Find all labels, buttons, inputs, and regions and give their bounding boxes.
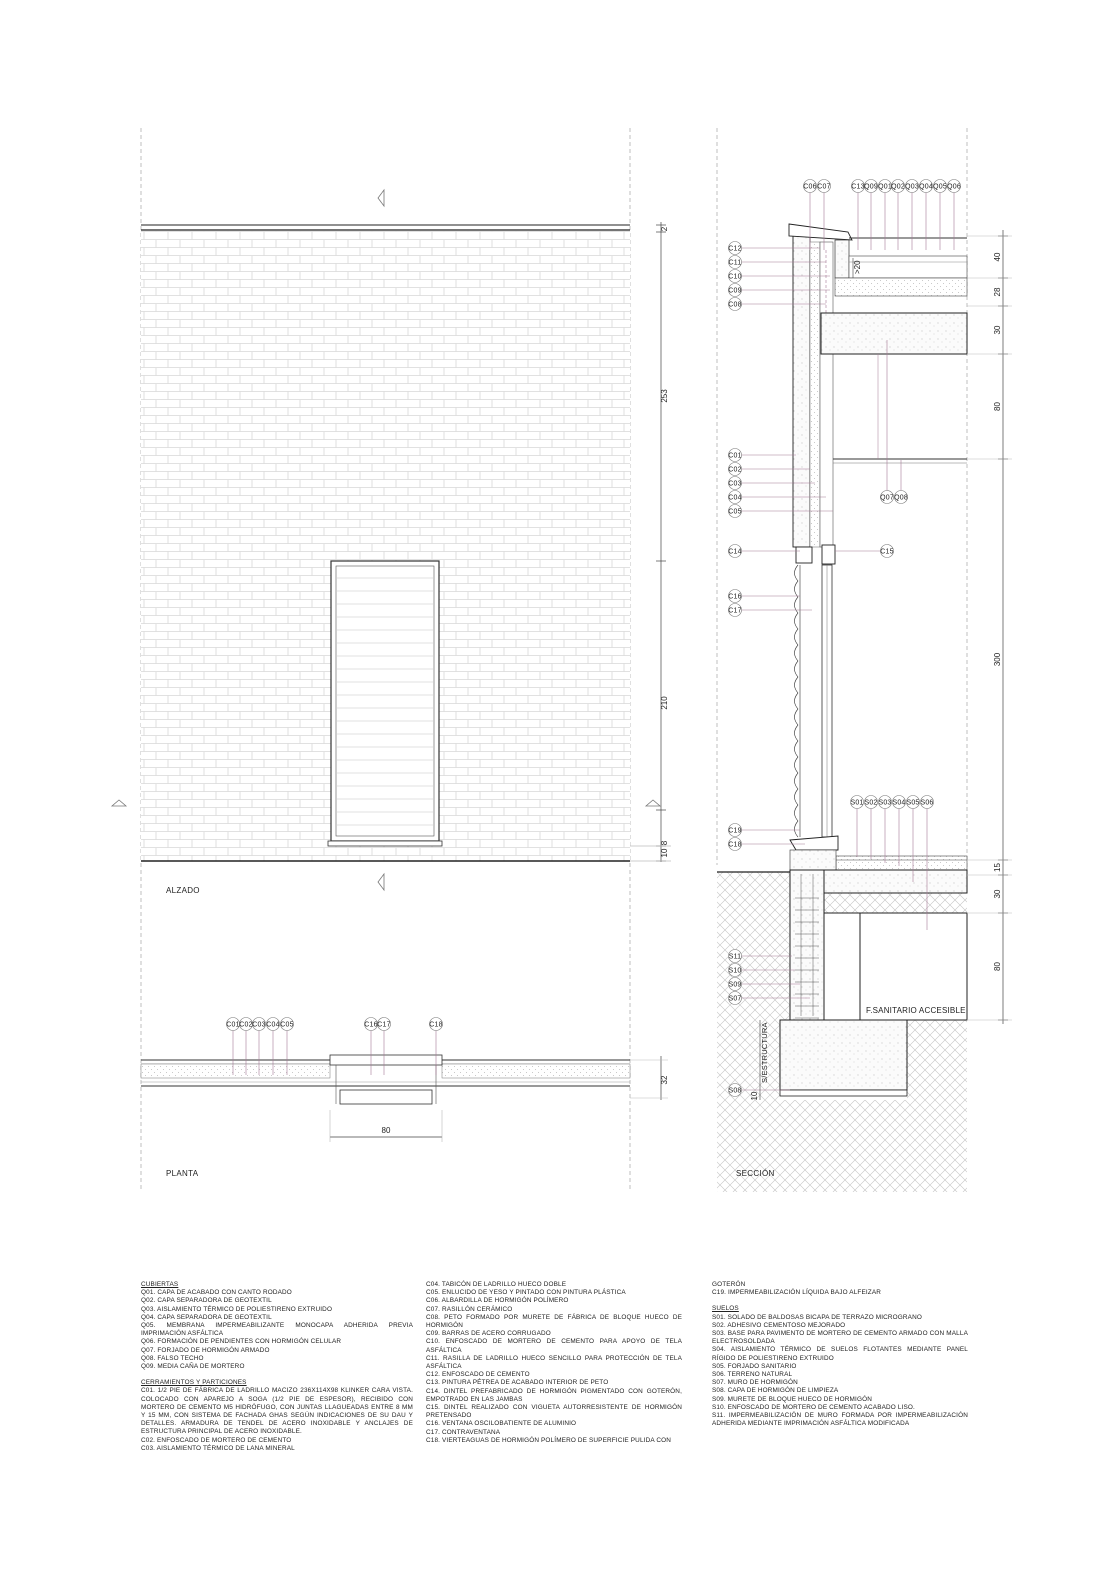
section-tag-q05 xyxy=(933,180,947,193)
section-tag-c02 xyxy=(728,463,741,476)
section-dim-15: 15 xyxy=(993,863,1002,872)
plan-tag-c02 xyxy=(239,1018,252,1031)
svg-text:C07: C07 xyxy=(817,183,831,191)
svg-text:S04: S04 xyxy=(892,799,906,807)
svg-text:C04: C04 xyxy=(266,1021,280,1029)
svg-text:S08: S08 xyxy=(728,1087,742,1095)
svg-text:S03: S03 xyxy=(878,799,892,807)
plan-tag-c04 xyxy=(266,1018,279,1031)
block-wall xyxy=(790,870,824,1020)
section-tag-c19 xyxy=(728,824,741,837)
legend-cerramientos-item: C02. ENFOSCADO DE MORTERO DE CEMENTO xyxy=(141,1436,292,1444)
legend-suelos-item: S03. BASE PARA PAVIMENTO DE MORTERO DE CEMENTO ARMADO CON MALLA ELECTROSOLDADA xyxy=(712,1330,968,1346)
svg-text:S06: S06 xyxy=(920,799,934,807)
elev-dim-10: 10 xyxy=(660,848,669,858)
legend-suelos-item: S09. MURETE DE BLOQUE HUECO DE HORMIGÓN xyxy=(712,1395,872,1403)
elev-dim-2: 2 xyxy=(660,226,669,232)
plan-dim-thickness: 32 xyxy=(660,1075,669,1085)
legend-cerramientos-item: C10. ENFOSCADO DE MORTERO DE CEMENTO PARA APOYO DE TELA ASFÁLTICA xyxy=(426,1338,682,1354)
legend-cerramientos-item: C04. TABICÓN DE LADRILLO HUECO DOBLE xyxy=(426,1281,567,1288)
legend-cubiertas-item: Q05. MEMBRANA IMPERMEABILIZANTE MONOCAPA ADHERIDA PREVIA IMPRIMACIÓN ASFÁLTICA xyxy=(141,1322,413,1338)
section-tag-c14 xyxy=(728,545,741,558)
legend-cerramientos-item: C01. 1/2 PIE DE FÁBRICA DE LADRILLO MACIZO 236X114X98 KLINKER CARA VISTA. COLOCADO CON APAREJO A SOGA (1/2 PIE DE ESPESOR), RECIBIDO CON MORTERO DE CEMENTO M5 HIDRÓFUGO, CON JUNTAS LLAGUEADAS ENTRE 8 MM Y 15 MM, CON SISTEMA DE FACHADA GHAS SEGÚN INDICACIONES DE SU DAU Y DETALLES. ARMADURA DE TENDEL DE ACERO INOXIDABLE Y ANCLAJES DE ESTRUCTURA PRINCIPAL DE ACERO INOXIDABLE. xyxy=(141,1387,413,1436)
legend-cubiertas-item: Q09. MEDIA CAÑA DE MORTERO xyxy=(141,1363,245,1371)
section-dim-30: 30 xyxy=(993,325,1002,335)
section-tag-q09 xyxy=(864,180,878,193)
svg-text:C08: C08 xyxy=(728,301,742,309)
section-tag-q07 xyxy=(880,491,894,504)
svg-text:S09: S09 xyxy=(728,981,742,989)
svg-text:C01: C01 xyxy=(226,1021,240,1029)
section-tag-s03 xyxy=(878,796,891,809)
section-tag-s02 xyxy=(864,796,877,809)
legend-cerramientos-item: C19. IMPERMEABILIZACIÓN LÍQUIDA BAJO ALFEIZAR xyxy=(712,1289,882,1297)
svg-text:C02: C02 xyxy=(728,466,742,474)
svg-text:C02: C02 xyxy=(239,1021,253,1029)
section-dim-80: 80 xyxy=(993,962,1002,971)
plan-tag-c16 xyxy=(364,1018,377,1031)
legend-suelos-item: S01. SOLADO DE BALDOSAS BICAPA DE TERRAZO MICROGRANO xyxy=(712,1313,922,1321)
legend-cerramientos-item: C12. ENFOSCADO DE CEMENTO xyxy=(426,1371,530,1379)
svg-text:C16: C16 xyxy=(728,593,742,601)
section-tag-c10 xyxy=(728,270,741,283)
section-tag-c08 xyxy=(728,298,741,311)
dim-gt20: >20 xyxy=(853,260,862,274)
plan-tag-c03 xyxy=(252,1018,265,1031)
legend-cerramientos-item: GOTERÓN xyxy=(712,1281,746,1288)
svg-text:Q03: Q03 xyxy=(905,183,919,191)
plan-tag-c05 xyxy=(280,1018,293,1031)
svg-text:S05: S05 xyxy=(906,799,920,807)
elev-dim-253: 253 xyxy=(660,389,669,403)
foundation-footing xyxy=(780,1020,907,1090)
svg-text:S01: S01 xyxy=(850,799,864,807)
legend-suelos-item: S02. ADHESIVO CEMENTOSO MEJORADO xyxy=(712,1321,846,1329)
legend-suelos-item: S10. ENFOSCADO DE MORTERO DE CEMENTO ACABADO LISO. xyxy=(712,1403,915,1411)
elevation-view xyxy=(112,128,671,1192)
legend-suelos-item: S07. MURO DE HORMIGÓN xyxy=(712,1379,798,1387)
section-tag-s04 xyxy=(892,796,905,809)
section-tag-c09 xyxy=(728,284,741,297)
legend-cerramientos-item: C03. AISLAMIENTO TÉRMICO DE LANA MINERAL xyxy=(141,1444,295,1452)
section-tag-s11 xyxy=(729,950,742,963)
section-tag-c03 xyxy=(728,477,741,490)
legend-cerramientos-item: C06. ALBARDILLA DE HORMIGÓN POLÍMERO xyxy=(426,1297,569,1305)
elev-dim-8: 8 xyxy=(660,840,669,846)
svg-text:C18: C18 xyxy=(728,841,742,849)
section-dim-28: 28 xyxy=(993,287,1002,297)
section-tag-c04 xyxy=(728,491,741,504)
legend-suelos-item: S11. IMPERMEABILIZACIÓN DE MURO FORMADA POR IMPERMEABILIZACIÓN ADHERIDA MEDIANTE IMPRIMACIÓN ASFÁLTICA MODIFICADA xyxy=(712,1412,968,1428)
brick-wall-section xyxy=(793,232,810,547)
legend-title-suelos: SUELOS xyxy=(712,1305,739,1313)
legend-suelos-item: S06. TERRENO NATURAL xyxy=(712,1371,793,1379)
svg-text:C13: C13 xyxy=(851,183,865,191)
section-tag-s06 xyxy=(920,796,933,809)
svg-text:Q04: Q04 xyxy=(919,183,933,191)
section-dim-40: 40 xyxy=(993,252,1002,262)
legend-suelos-item: S08. CAPA DE HORMIGÓN DE LIMPIEZA xyxy=(712,1387,839,1395)
section-tag-c11 xyxy=(729,256,742,269)
svg-text:Q05: Q05 xyxy=(933,183,947,191)
section-tag-c18 xyxy=(728,838,741,851)
svg-text:C03: C03 xyxy=(252,1021,266,1029)
svg-text:Q07: Q07 xyxy=(880,494,894,502)
section-tag-q04 xyxy=(919,180,933,193)
legend-cerramientos-item: C17. CONTRAVENTANA xyxy=(426,1428,501,1436)
note-forjado-sanitario: F.SANITARIO ACCESIBLE xyxy=(866,1006,966,1015)
plan-tag-c01 xyxy=(226,1018,239,1031)
legend-suelos-item: S05. FORJADO SANITARIO xyxy=(712,1362,797,1370)
legend-cubiertas-item: Q01. CAPA DE ACABADO CON CANTO RODADO xyxy=(141,1289,292,1297)
section-tag-c12 xyxy=(728,242,741,255)
svg-text:C11: C11 xyxy=(728,259,742,267)
elev-dim-210: 210 xyxy=(660,696,669,710)
svg-text:C03: C03 xyxy=(728,480,742,488)
section-tag-q06 xyxy=(947,180,961,193)
svg-text:C15: C15 xyxy=(880,548,894,556)
svg-text:Q01: Q01 xyxy=(878,183,892,191)
legend-column-3 xyxy=(712,1281,968,1428)
elevation-dimension-line xyxy=(630,222,671,862)
plan-view xyxy=(141,1018,669,1179)
section-dim-300: 300 xyxy=(993,652,1002,667)
section-tag-c13 xyxy=(851,180,864,193)
dim-10: 10 xyxy=(750,1091,759,1101)
svg-text:C12: C12 xyxy=(728,245,742,253)
legend-cubiertas-item: Q04. CAPA SEPARADORA DE GEOTEXTIL xyxy=(141,1313,272,1321)
view-title-planta: PLANTA xyxy=(166,1169,199,1178)
svg-text:Q09: Q09 xyxy=(864,183,878,191)
section-view xyxy=(717,128,1012,1192)
section-tag-s01 xyxy=(850,796,863,809)
svg-text:Q06: Q06 xyxy=(947,183,961,191)
plan-dim-opening: 80 xyxy=(381,1126,391,1135)
section-tag-s10 xyxy=(728,964,741,977)
section-tag-s08 xyxy=(728,1084,741,1097)
svg-text:C10: C10 xyxy=(728,273,742,281)
section-tag-q08 xyxy=(894,491,908,504)
legend-title-cerramientos: CERRAMIENTOS Y PARTICIONES xyxy=(141,1379,247,1387)
section-tag-s07 xyxy=(728,992,741,1005)
svg-text:S07: S07 xyxy=(728,995,742,1003)
section-tag-s05 xyxy=(906,796,919,809)
legend-column-2 xyxy=(426,1281,682,1445)
svg-text:C04: C04 xyxy=(728,494,742,502)
svg-text:S10: S10 xyxy=(728,967,742,975)
svg-text:S11: S11 xyxy=(728,953,742,961)
legend-cubiertas-item: Q03. AISLAMIENTO TÉRMICO DE POLIESTIRENO EXTRUIDO xyxy=(141,1305,333,1313)
roof-slab xyxy=(821,313,967,354)
sanitary-void xyxy=(860,913,967,1020)
svg-text:C19: C19 xyxy=(728,827,742,835)
legend-column-1 xyxy=(141,1281,413,1453)
legend-cerramientos-item: C05. ENLUCIDO DE YESO Y PINTADO CON PINTURA PLÁSTICA xyxy=(426,1289,626,1297)
svg-text:S02: S02 xyxy=(864,799,878,807)
legend-cerramientos-item: C13. PINTURA PÉTREA DE ACABADO INTERIOR DE PETO xyxy=(426,1379,609,1387)
svg-text:C14: C14 xyxy=(728,548,742,556)
section-tag-q02 xyxy=(891,180,905,193)
section-dim-80: 80 xyxy=(993,402,1002,411)
svg-text:Q08: Q08 xyxy=(894,494,908,502)
section-tag-q01 xyxy=(878,180,892,193)
floor-slab xyxy=(824,870,967,893)
legend-cerramientos-item: C16. VENTANA OSCILOBATIENTE DE ALUMINIO xyxy=(426,1420,577,1428)
plan-tag-c17 xyxy=(377,1018,390,1031)
legend-cubiertas-item: Q07. FORJADO DE HORMIGÓN ARMADO xyxy=(141,1346,270,1354)
section-tag-c06 xyxy=(803,180,816,193)
svg-text:C05: C05 xyxy=(280,1021,294,1029)
legend-cerramientos-item: C07. RASILLÓN CERÁMICO xyxy=(426,1305,513,1313)
svg-text:C06: C06 xyxy=(803,183,817,191)
legend-title-cubiertas: CUBIERTAS xyxy=(141,1281,179,1288)
note-s-estructura: S/ESTRUCTURA xyxy=(760,1022,769,1083)
legend-cerramientos-item: C14. DINTEL PREFABRICADO DE HORMIGÓN PIGMENTADO CON GOTERÓN, EMPOTRADO EN LAS JAMBAS xyxy=(426,1387,682,1403)
legend-cerramientos-item: C09. BARRAS DE ACERO CORRUGADO xyxy=(426,1330,551,1338)
section-tag-s09 xyxy=(728,978,741,991)
plan-window xyxy=(330,1055,442,1065)
section-tag-c05 xyxy=(728,505,741,518)
legend-cubiertas-item: Q06. FORMACIÓN DE PENDIENTES CON HORMIGÓN CELULAR xyxy=(141,1338,342,1346)
roof-layers xyxy=(849,256,967,278)
svg-text:C05: C05 xyxy=(728,508,742,516)
svg-text:C09: C09 xyxy=(728,287,742,295)
plan-tag-c18 xyxy=(429,1018,442,1031)
view-title-alzado: ALZADO xyxy=(166,886,200,895)
floor-layers xyxy=(836,856,967,870)
section-tag-c15 xyxy=(880,545,893,558)
legend-cubiertas-item: Q08. FALSO TECHO xyxy=(141,1354,204,1362)
legend-cerramientos-item: C15. DINTEL REALIZADO CON VIGUETA AUTORRESISTENTE DE HORMIGÓN PRETENSADO xyxy=(426,1404,682,1420)
view-title-seccion: SECCIÓN xyxy=(736,1169,775,1178)
section-tag-c01 xyxy=(728,449,741,462)
legend-cubiertas-item: Q02. CAPA SEPARADORA DE GEOTEXTIL xyxy=(141,1297,272,1305)
svg-text:C17: C17 xyxy=(377,1021,391,1029)
svg-text:C16: C16 xyxy=(364,1021,378,1029)
svg-text:C17: C17 xyxy=(728,607,742,615)
legend-cerramientos-item: C18. VIERTEAGUAS DE HORMIGÓN POLÍMERO DE SUPERFICIE PULIDA CON xyxy=(426,1436,671,1444)
section-tag-c16 xyxy=(728,590,741,603)
legend-cerramientos-item: C08. PETO FORMADO POR MURETE DE FÁBRICA DE BLOQUE HUECO DE HORMIGÓN xyxy=(426,1313,682,1330)
legend-cerramientos-item: C11. RASILLA DE LADRILLO HUECO SENCILLO PARA PROTECCIÓN DE TELA ASFÁLTICA xyxy=(426,1354,682,1371)
svg-text:C01: C01 xyxy=(728,452,742,460)
svg-text:Q02: Q02 xyxy=(891,183,905,191)
svg-text:C18: C18 xyxy=(429,1021,443,1029)
legend-suelos-item: S04. AISLAMIENTO TÉRMICO DE SUELOS FLOTANTES MEDIANTE PANEL RÍGIDO DE POLIESTIRENO EXTRUIDO xyxy=(712,1346,968,1362)
section-tag-c07 xyxy=(817,180,830,193)
section-tag-q03 xyxy=(905,180,919,193)
section-dim-30: 30 xyxy=(993,889,1002,899)
section-tag-c17 xyxy=(728,604,741,617)
